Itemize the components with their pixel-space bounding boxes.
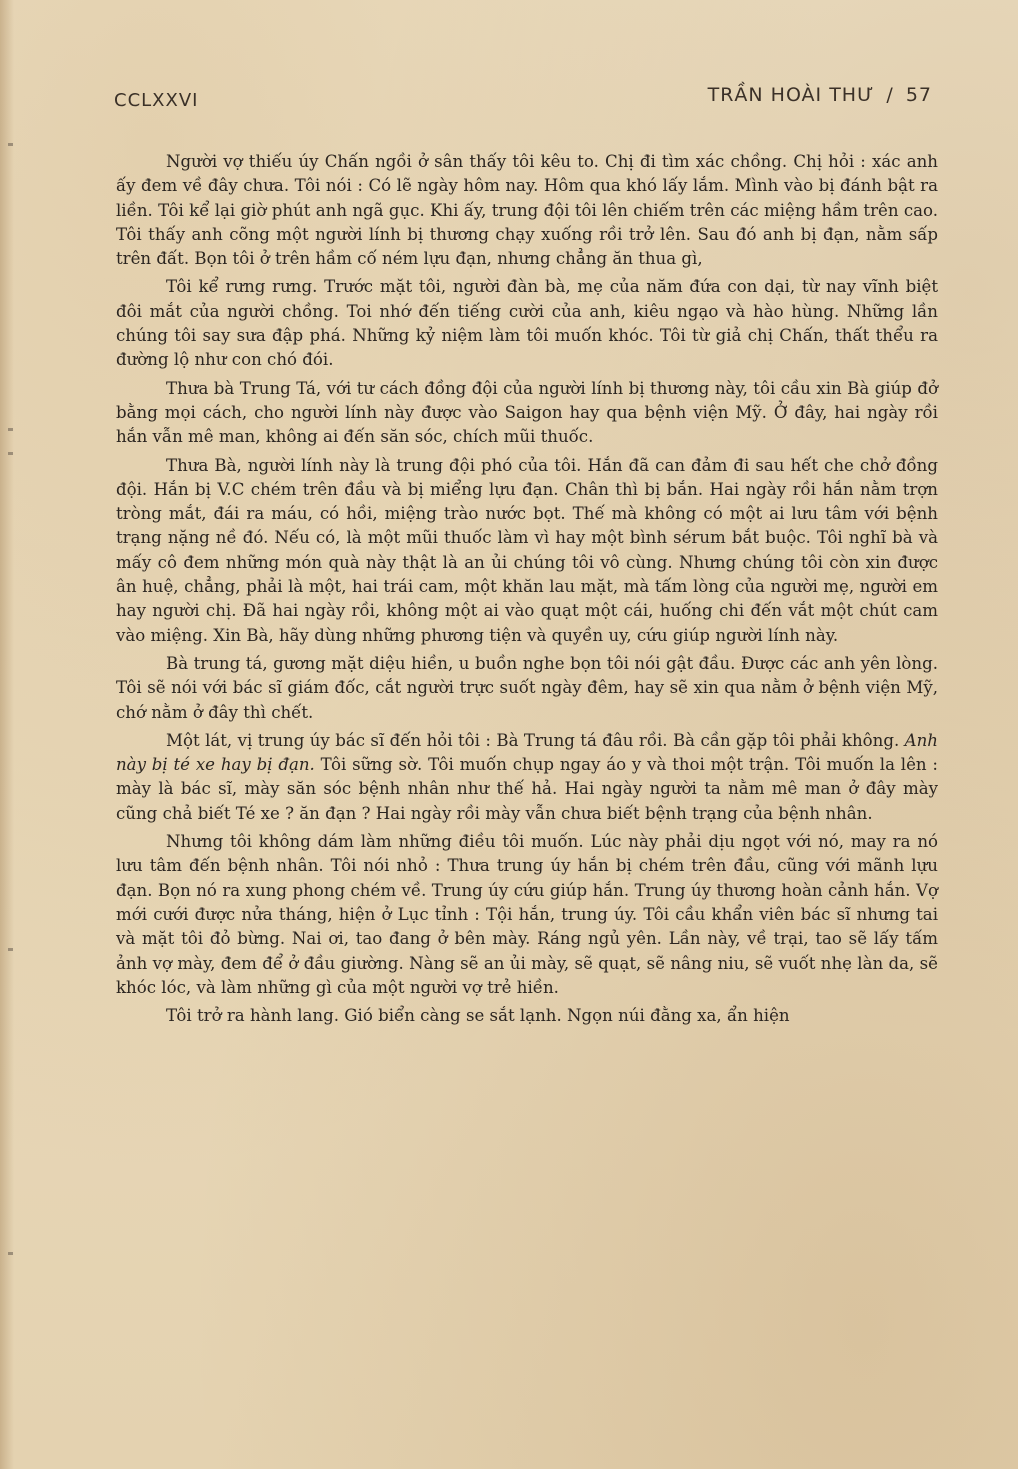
margin-mark (8, 948, 13, 951)
paragraph-text: Tôi sững sờ. Tôi muốn chụp ngay áo y và thoi một trận. Tôi muốn la lên : mày là bác sĩ, mày săn sóc bệnh nhân như thế hả. Hai ngày người ta nằm mê man ở đây mày cũng chả biết Té xe ? ăn đạn ? Hai ngày rồi mày vẫn chưa biết bệnh trạng của bệnh nhân. (116, 755, 938, 823)
paragraph: Thưa Bà, người lính này là trung đội phó của tôi. Hắn đã can đảm đi sau hết che chở đồng đội. Hắn bị V.C chém trên đầu và bị miểng lựu đạn. Chân thì bị bắn. Hai ngày rồi hắn nằm trợn tròng mắt, đái ra máu, có hồi, miệng trào nước bọt. Thế mà không có một ai lưu tâm với bệnh trạng nặng nề đó. Nếu có, là một mũi thuốc làm vì hay một bình sérum bắt buộc. Tôi nghĩ bà và mấy cô đem những món quà này thật là an ủi chúng tôi vô cùng. Nhưng chúng tôi còn xin được ân huệ, chẳng, phải là một, hai trái cam, một khăn lau mặt, mà tấm lòng của người mẹ, người em hay người chị. Đã hai ngày rồi, không một ai vào quạt một cái, huống chi đến vắt một chút cam vào miệng. Xin Bà, hãy dùng những phương tiện và quyền uy, cứu giúp người lính này. (116, 455, 938, 645)
margin-mark (8, 143, 13, 146)
margin-mark (8, 1252, 13, 1255)
paragraph: Tôi trở ra hành lang. Gió biển càng se sắt lạnh. Ngọn núi đằng xa, ẩn hiện (166, 1006, 790, 1026)
paragraph-text: Một lát, vị trung úy bác sĩ đến hỏi tôi : Bà Trung tá đâu rồi. Bà cần gặp tôi phải không. (166, 730, 905, 750)
margin-mark (8, 428, 13, 431)
italic-quote: Anh này bị té xe hay bị đạn. (116, 730, 938, 775)
header-right (708, 84, 932, 106)
paragraph: Người vợ thiếu úy Chấn ngồi ở sân thấy tôi kêu to. Chị đi tìm xác chồng. Chị hỏi : xác anh ấy đem về đây chưa. Tôi nói : Có lẽ ngày hôm nay. Hôm qua khó lấy lắm. Mình vào bị đánh bật ra liền. Tôi kể lại giờ phút anh ngã gục. Khi ấy, trung đội tôi lên chiếm trên các miệng hầm trên cao. Tôi thấy anh cõng một người lính bị thương chạy xuống rồi trở lên. Sau đó anh bị đạn, nằm sấp trên đất. Bọn tôi ở trên hầm cố ném lựu đạn, nhưng chẳng ăn thua gì, (116, 152, 938, 269)
running-header (114, 84, 932, 114)
author-name: TRẦN HOÀI THƯ (707, 84, 875, 106)
paragraph (116, 729, 938, 826)
page-number: 57 (905, 84, 932, 106)
paragraph: Thưa bà Trung Tá, với tư cách đồng đội của người lính bị thương này, tôi cầu xin Bà giúp đở bằng mọi cách, cho người lính này được vào Saigon hay qua bệnh viện Mỹ. Ở đây, hai ngày rồi hắn vẫn mê man, không ai đến săn sóc, chích mũi thuốc. (116, 378, 938, 447)
paragraph: Tôi kể rưng rưng. Trước mặt tôi, người đàn bà, mẹ của năm đứa con dại, từ nay vĩnh biệt đôi mắt của người chồng. Toi nhớ đến tiếng cười của anh, kiêu ngạo và hào hùng. Những lần chúng tôi say sưa đập phá. Những kỷ niệm làm tôi muốn khóc. Tôi từ giả chị Chấn, thất thểu ra đường lộ như con chó đói. (116, 277, 938, 370)
paragraph: Bà trung tá, gương mặt diệu hiền, u buồn nghe bọn tôi nói gật đầu. Được các anh yên lòng. Tôi sẽ nói với bác sĩ giám đốc, cắt người trực suốt ngày đêm, hay sẽ xin qua nằm ở bệnh viện Mỹ, chớ nằm ở đây thì chết. (116, 653, 938, 722)
section-number: CCLXXVI (114, 90, 199, 111)
body-text (116, 150, 938, 1032)
paragraph: Nhưng tôi không dám làm những điều tôi muốn. Lúc này phải dịu ngọt với nó, may ra nó lưu tâm đến bệnh nhân. Tôi nói nhỏ : Thưa trung úy hắn bị chém trên đầu, cũng với mãnh lựu đạn. Bọn nó ra xung phong chém về. Trung úy cứu giúp hắn. Trung úy thương hoàn cảnh hắn. Vợ mới cưới được nửa tháng, hiện ở Lục tỉnh : Tội hắn, trung úy. Tôi cầu khẩn viên bác sĩ nhưng tai và mặt tôi đỏ bừng. Nai ơi, tao đang ở bên mày. Ráng ngủ yên. Lần này, về trại, tao sẽ lấy tấm ảnh vợ mày, đem để ở đầu giường. Nàng sẽ an ủi mày, sẽ quạt, sẽ nâng niu, sẽ vuốt nhẹ làn da, sẽ khóc lóc, và làm những gì của một người vợ trẻ hiền. (116, 832, 938, 997)
margin-mark (8, 452, 13, 455)
header-separator: / (886, 84, 894, 106)
